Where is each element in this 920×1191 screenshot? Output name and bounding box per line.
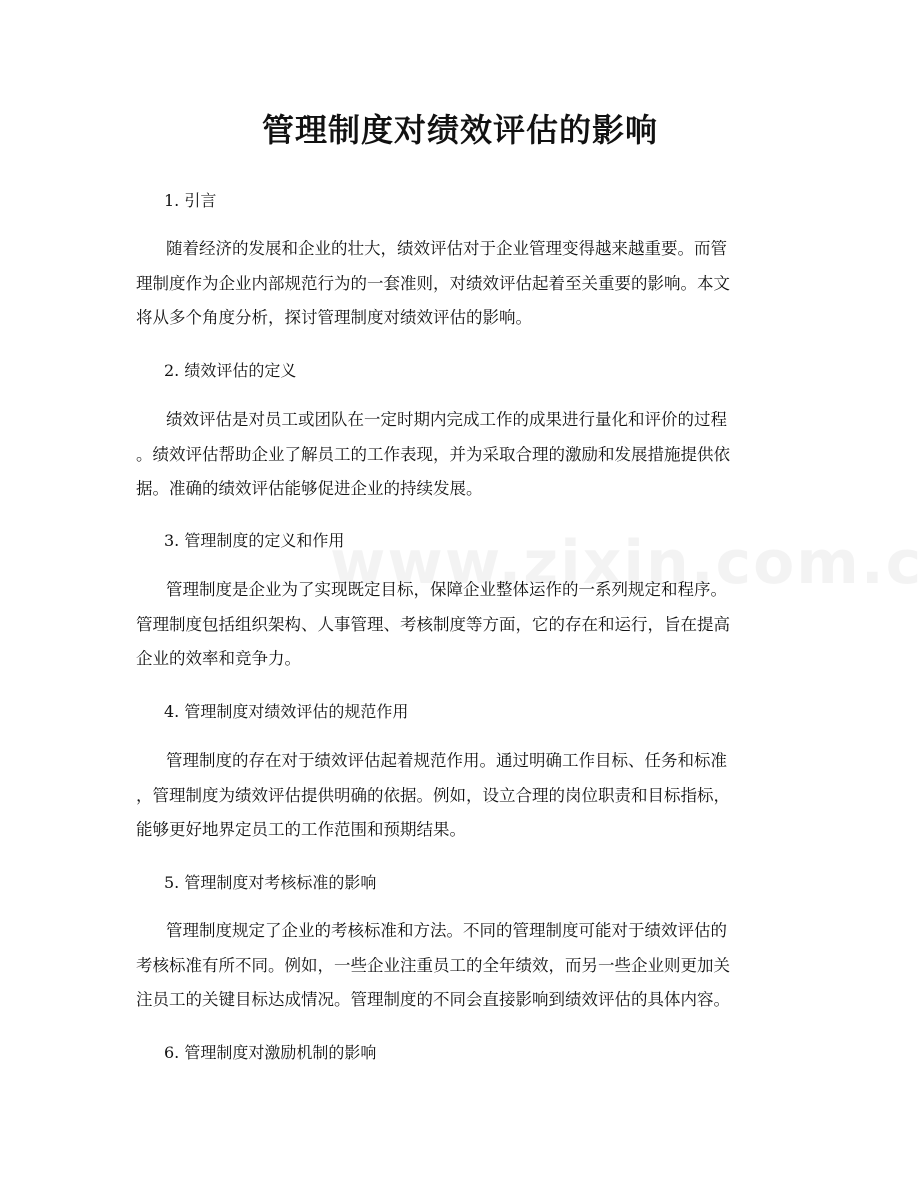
section-paragraph-2: [136, 403, 784, 507]
paragraph-line: 管理制度规定了企业的考核标准和方法。不同的管理制度可能对于绩效评估的: [166, 921, 727, 940]
section-heading-3: 3. 管理制度的定义和作用: [164, 531, 345, 550]
document-title: 管理制度对绩效评估的影响: [261, 111, 658, 149]
paragraph-line: 管理制度包括组织架构、人事管理、考核制度等方面，它的存在和运行，旨在提高: [136, 614, 730, 634]
paragraph-line: 将从多个角度分析，探讨管理制度对绩效评估的影响。: [136, 308, 532, 327]
section-paragraph-1: [136, 232, 784, 336]
paragraph-line: 管理制度的存在对于绩效评估起着规范作用。通过明确工作目标、任务和标准: [166, 751, 727, 770]
section-heading-2: 2. 绩效评估的定义: [164, 361, 297, 380]
section-paragraph-3: [136, 573, 784, 677]
section-heading-4: 4. 管理制度对绩效评估的规范作用: [164, 702, 409, 721]
paragraph-line: 绩效评估是对员工或团队在一定时期内完成工作的成果进行量化和评价的过程: [166, 410, 727, 429]
paragraph-line: 随着经济的发展和企业的壮大，绩效评估对于企业管理变得越来越重要。而管: [166, 239, 727, 258]
paragraph-line: 企业的效率和竞争力。: [136, 649, 301, 668]
paragraph-line: 管理制度是企业为了实现既定目标，保障企业整体运作的一系列规定和程序。: [166, 580, 727, 599]
section-heading-6: 6. 管理制度对激励机制的影响: [164, 1043, 377, 1062]
paragraph-line: 能够更好地界定员工的工作范围和预期结果。: [136, 820, 466, 839]
section-paragraph-4: [136, 744, 784, 848]
section-heading-1: 1. 引言: [164, 191, 217, 210]
paragraph-line: 理制度作为企业内部规范行为的一套准则，对绩效评估起着至关重要的影响。本文: [136, 273, 730, 293]
paragraph-line: 考核标准有所不同。例如，一些企业注重员工的全年绩效，而另一些企业则更加关: [136, 955, 730, 975]
paragraph-line: ，管理制度为绩效评估提供明确的依据。例如，设立合理的岗位职责和目标指标，: [136, 785, 730, 805]
paragraph-line: 。绩效评估帮助企业了解员工的工作表现，并为采取合理的激励和发展措施提供依: [136, 444, 730, 464]
paragraph-line: 注员工的关键目标达成情况。管理制度的不同会直接影响到绩效评估的具体内容。: [136, 990, 730, 1009]
paragraph-line: 据。准确的绩效评估能够促进企业的持续发展。: [136, 479, 483, 498]
section-paragraph-5: [136, 914, 784, 1018]
section-heading-5: 5. 管理制度对考核标准的影响: [164, 873, 377, 892]
